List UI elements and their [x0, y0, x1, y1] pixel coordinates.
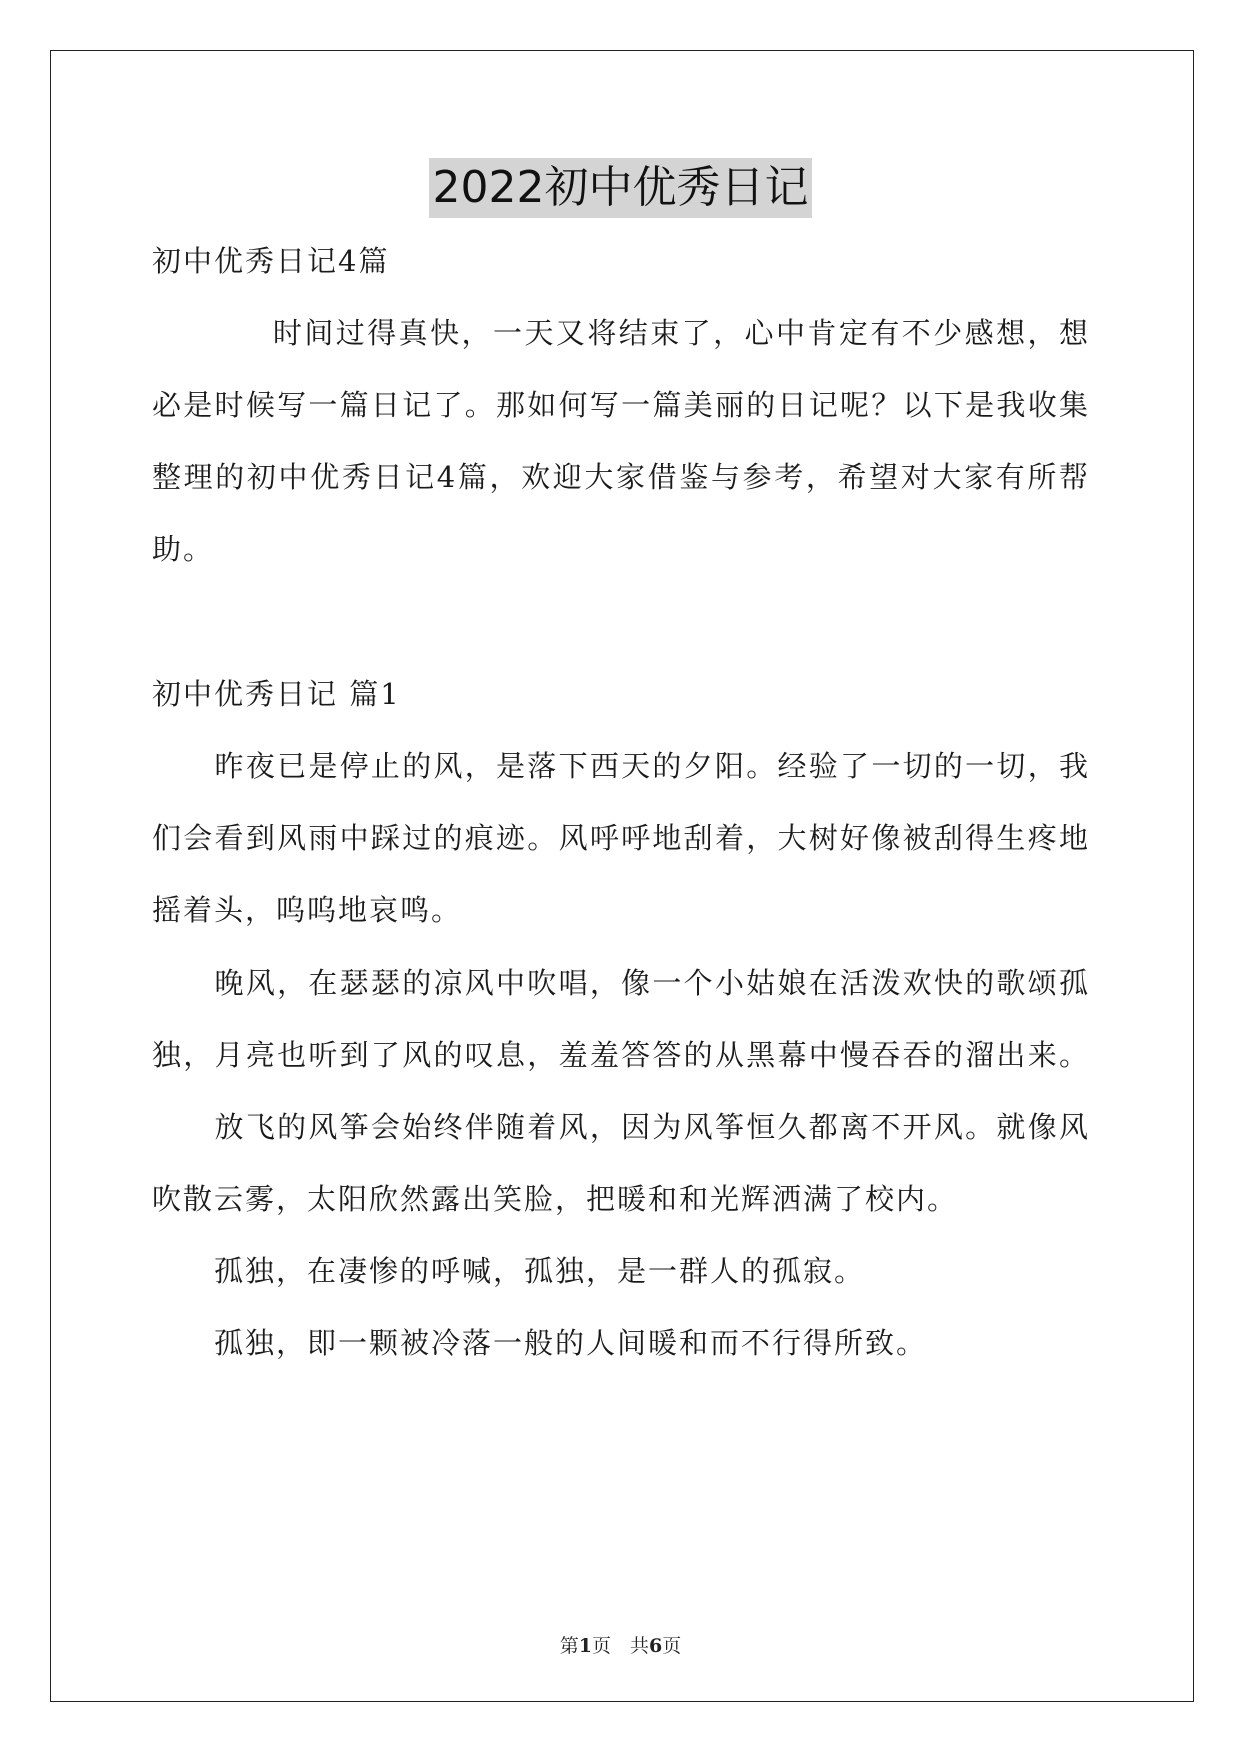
intro-line-3: 整理的初中优秀日记4篇，欢迎大家借鉴与参考，希望对大家有所帮 [152, 460, 1090, 494]
document-title: 2022初中优秀日记 [429, 158, 813, 218]
section-line-2: 们会看到风雨中踩过的痕迹。风呼呼地刮着，大树好像被刮得生疼地 [152, 821, 1090, 855]
section-line-9: 孤独，即一颗被冷落一般的人间暖和而不行得所致。 [152, 1326, 928, 1360]
section-line-4: 晚风，在瑟瑟的凉风中吹唱，像一个小姑娘在活泼欢快的歌颂孤 [152, 966, 1090, 1000]
section-line-6: 放飞的风筝会始终伴随着风，因为风筝恒久都离不开风。就像风 [152, 1110, 1090, 1144]
section-line-8: 孤独，在凄惨的呼喊，孤独，是一群人的孤寂。 [152, 1254, 866, 1288]
page-footer [0, 1634, 1241, 1658]
intro-line-4: 助。 [152, 532, 215, 566]
intro-heading: 初中优秀日记4篇 [152, 244, 390, 278]
section-line-1: 昨夜已是停止的风，是落下西天的夕阳。经验了一切的一切，我 [152, 749, 1090, 783]
footer-total-pages: 6 [649, 1635, 663, 1657]
intro-line-2: 必是时候写一篇日记了。那如何写一篇美丽的日记呢？以下是我收集 [152, 388, 1090, 422]
page-border [50, 50, 1194, 1702]
section-line-7: 吹散云雾，太阳欣然露出笑脸，把暖和和光辉洒满了校内。 [152, 1182, 959, 1216]
footer-middle: 页 共 [591, 1635, 649, 1657]
footer-prefix: 第 [559, 1635, 579, 1657]
title-container [0, 158, 1241, 218]
footer-page-number: 1 [578, 1635, 592, 1657]
section-heading: 初中优秀日记 篇1 [152, 677, 401, 711]
footer-suffix: 页 [662, 1635, 682, 1657]
intro-line-1: 时间过得真快，一天又将结束了，心中肯定有不少感想，想 [210, 316, 1090, 350]
section-line-3: 摇着头，呜呜地哀鸣。 [152, 893, 463, 927]
section-line-5: 独，月亮也听到了风的叹息，羞羞答答的从黑幕中慢吞吞的溜出来。 [152, 1038, 1090, 1072]
